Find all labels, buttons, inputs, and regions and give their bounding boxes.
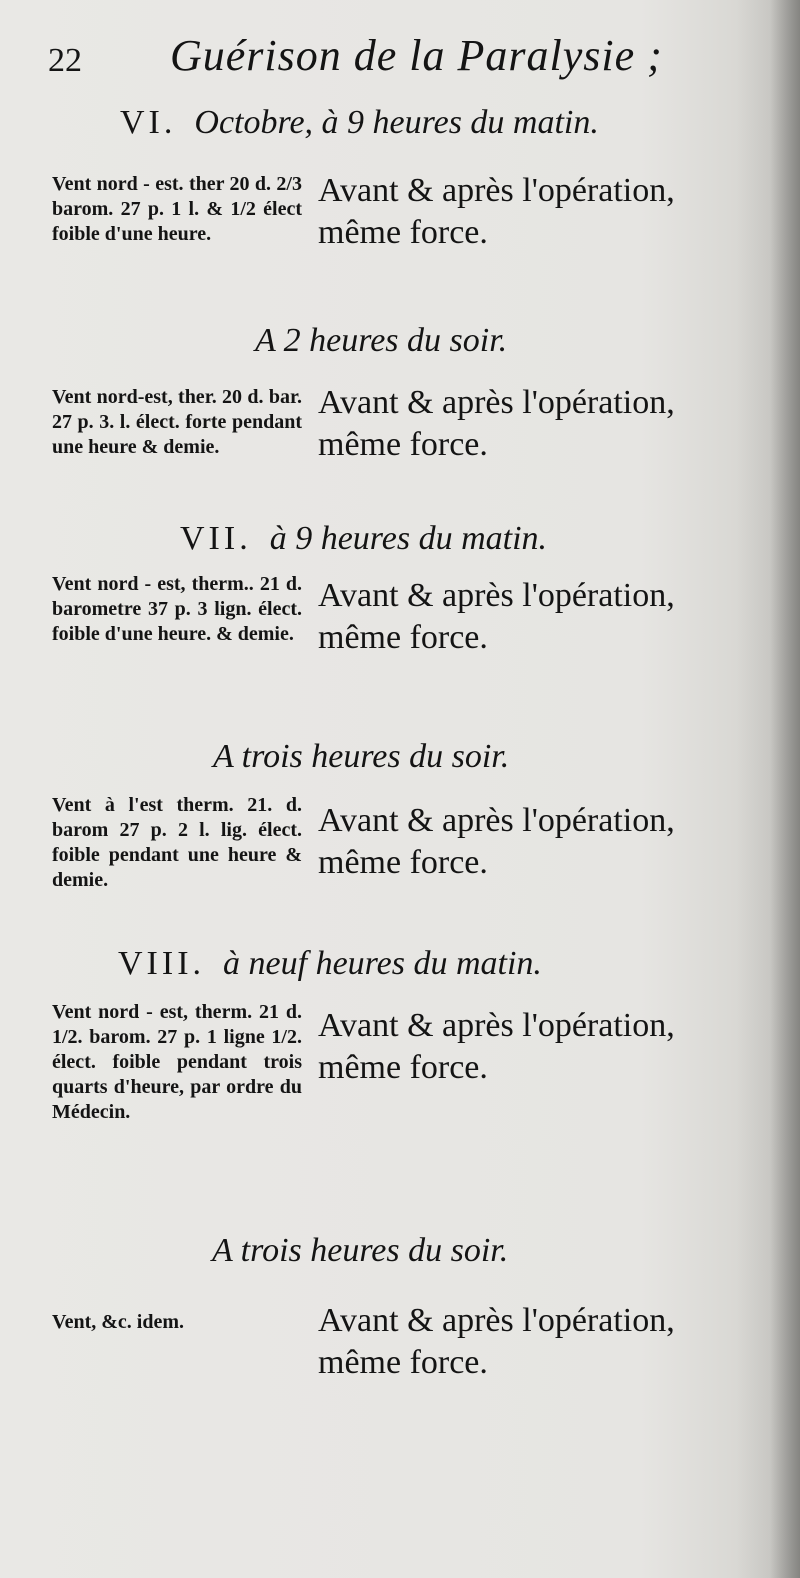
heading-text: à neuf heures du matin. [223,945,542,982]
entry-heading [120,104,599,142]
page-gutter-shadow [770,0,800,1578]
heading-text: à 9 heures du matin. [269,520,548,557]
heading-text: Octobre, à 9 heures du matin. [194,104,599,141]
entry-heading: A trois heures du soir. [212,1232,509,1269]
heading-number: VIII. [118,945,206,982]
weather-notes: Vent nord - est. ther 20 d. 2/3 barom. 27 p. 1 l. & 1/2 élect foible d'une heure. [52,173,302,245]
weather-notes: Vent, &c. idem. [52,1311,185,1333]
weather-notes: Vent nord - est, therm. 21 d. 1/2. barom. 27 p. 1 ligne 1/2. élect. foible pendant trois quarts d'heure, par ordre du Médecin. [52,1001,302,1123]
page-number: 22 [48,42,82,79]
heading-number: VII. [180,520,252,557]
heading-number: VI. [120,104,177,141]
weather-notes: Vent nord-est, ther. 20 d. bar. 27 p. 3. l. élect. forte pendant une heure & demie. [52,386,302,458]
running-title: Guérison de la Paralysie ; [170,31,663,80]
observation: Avant & après l'opération, même force. [318,172,675,251]
observation: Avant & après l'opération, même force. [318,384,675,463]
entry-heading [180,520,547,558]
observation: Avant & après l'opération, même force. [318,577,675,656]
observation: Avant & après l'opération, même force. [318,1007,675,1086]
entry-heading [118,945,542,983]
weather-notes: Vent nord - est, therm.. 21 d. barometre 37 p. 3 lign. élect. foible d'une heure. & demie. [52,573,302,645]
weather-notes: Vent à l'est therm. 21. d. barom 27 p. 2 l. lig. élect. foible pendant une heure & demie. [52,794,302,891]
observation: Avant & après l'opération, même force. [318,1302,675,1381]
entry-heading: A 2 heures du soir. [255,322,508,359]
entry-heading: A trois heures du soir. [213,738,510,775]
observation: Avant & après l'opération, même force. [318,802,675,881]
